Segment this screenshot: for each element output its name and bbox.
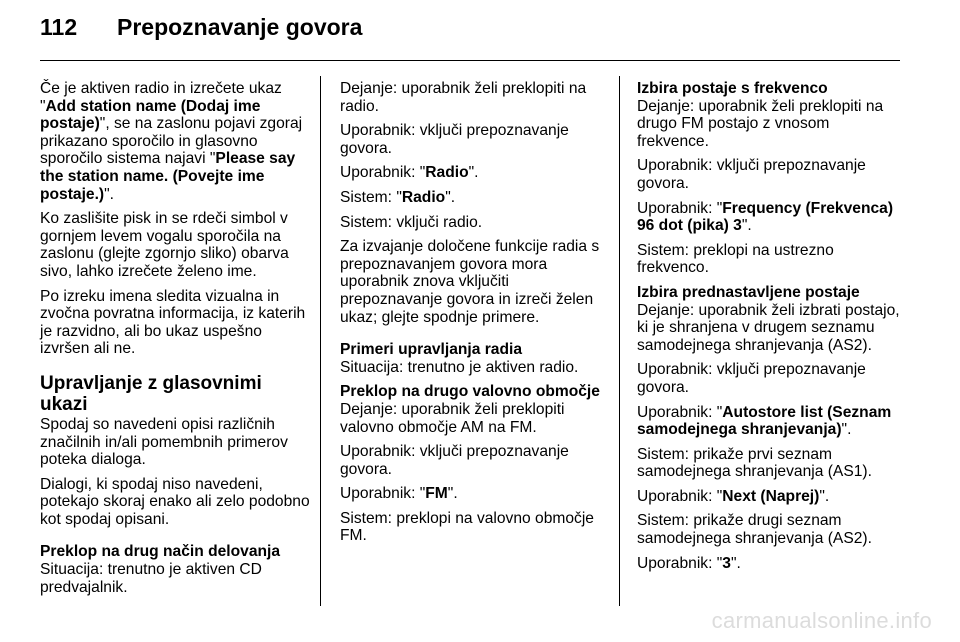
column-divider-1 [320,76,321,606]
paragraph: Sistem: prikaže prvi seznam samodejnega shranjevanja (AS1). [637,445,872,481]
paragraph: Uporabnik: "Frequency (Frekvenca) 96 dot (pika) 3". [637,199,894,235]
paragraph: Spodaj so navedeni opisi različnih značilnih in/ali pomembnih primerov poteka dialoga. [40,415,288,469]
paragraph: Uporabnik: vključi prepoznavanje govora. [637,157,866,192]
paragraph: Sistem: "Radio". [340,188,456,206]
paragraph: Po izreku imena sledita vizualna in zvočna povratna informacija, iz katerih je razvidno, ali bo ukaz uspešno izvršen ali ne. [40,287,306,358]
paragraph: Če je aktiven radio in izrečete ukaz "Add station name (Dodaj ime postaje)", se na zaslonu pojavi zgoraj prikazano sporočilo in glasovno sporočilo sistema najavi "Please say the station name. (Povejte ime postaje.)". [40,80,303,203]
paragraph: Sistem: preklopi na ustrezno frekvenco. [637,241,834,277]
paragraph: Dialogi, ki spodaj niso navedeni, potekajo skoraj enako ali zelo podobno kot spodaj opisani. [40,475,310,528]
column-2 [340,80,608,552]
paragraph: Uporabnik: "FM". [340,485,458,503]
subheading: Izbira prednastavljene postaje [637,283,860,301]
subheading: Preklop na drug način delovanja [40,543,281,561]
paragraph: Dejanje: uporabnik želi izbrati postajo, ki je shranjena v drugem seznamu samodejnega shranjevanja (AS2). [637,301,900,354]
column-3 [637,80,905,579]
paragraph: Situacija: trenutno je aktiven CD predvajalnik. [40,561,262,596]
section-heading: Upravljanje z glasovnimi ukazi [40,372,262,415]
column-1 [40,80,312,603]
paragraph: Za izvajanje določene funkcije radia s prepoznavanjem govora mora uporabnik znova vključiti prepoznavanje govora in izreči želen ukaz; glejte spodnje primere. [340,238,600,326]
paragraph: Sistem: vključi radio. [340,213,483,231]
paragraph: Uporabnik: "3". [637,554,741,572]
paragraph: Dejanje: uporabnik želi preklopiti na radio. [340,80,587,115]
paragraph: Uporabnik: "Next (Naprej)". [637,487,830,505]
page-title: Prepoznavanje govora [117,14,363,40]
subheading: Primeri upravljanja radia [340,341,523,359]
column-divider-2 [619,76,620,606]
paragraph: Uporabnik: vključi prepoznavanje govora. [637,361,866,396]
subheading: Preklop na drugo valovno območje [340,383,600,401]
paragraph: Dejanje: uporabnik želi preklopiti valovno območje AM na FM. [340,400,565,436]
paragraph: Uporabnik: "Radio". [340,164,479,182]
paragraph: Uporabnik: vključi prepoznavanje govora. [340,122,569,157]
paragraph: Ko zaslišite pisk in se rdeči simbol v gornjem levem vogalu sporočila na zaslonu (glejte zgornjo sliko) obarva sivo, lahko izrečete želeno ime. [40,210,289,280]
paragraph: Sistem: prikaže drugi seznam samodejnega shranjevanja (AS2). [637,512,872,548]
header-rule [40,60,900,61]
subheading: Izbira postaje s frekvenco [637,80,828,97]
paragraph: Uporabnik: "Autostore list (Seznam samodejnega shranjevanja)". [637,403,892,439]
paragraph: Situacija: trenutno je aktiven radio. [340,358,579,376]
paragraph: Dejanje: uporabnik želi preklopiti na drugo FM postajo z vnosom frekvence. [637,97,884,150]
paragraph: Uporabnik: vključi prepoznavanje govora. [340,443,569,478]
watermark: carmanualsonline.info [711,608,932,633]
page-number: 112 [40,14,78,40]
paragraph: Sistem: preklopi na valovno območje FM. [340,509,594,545]
